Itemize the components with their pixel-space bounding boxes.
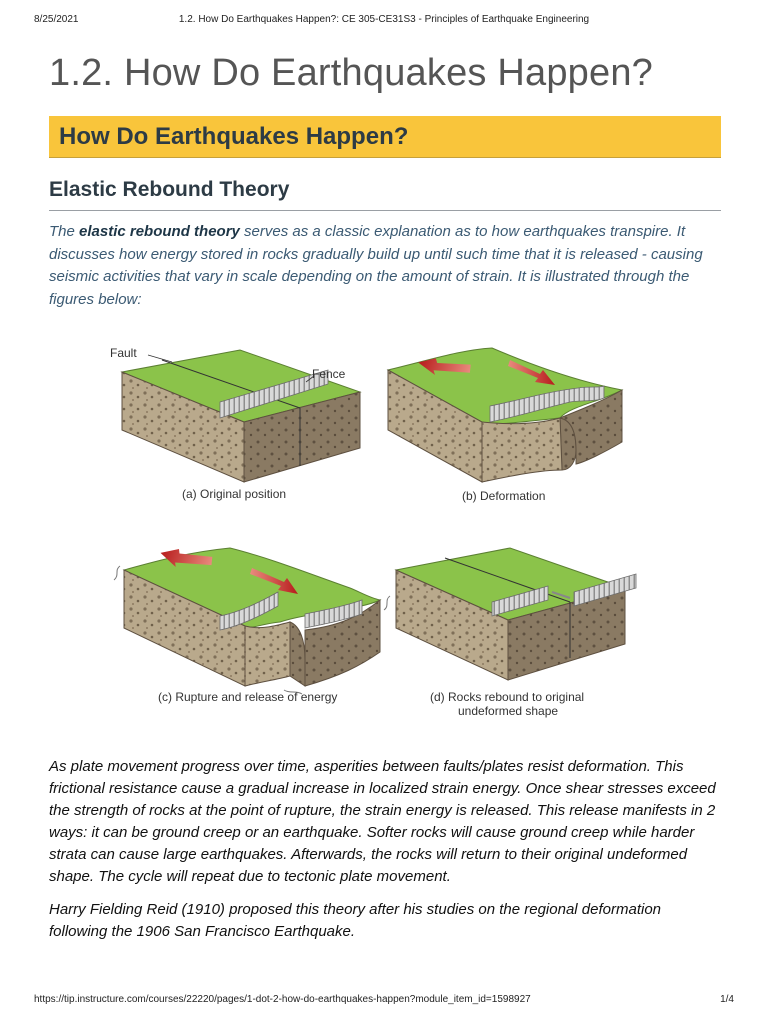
panel-d-rebound [396, 548, 636, 718]
print-page-title: 1.2. How Do Earthquakes Happen?: CE 305-CE31S3 - Principles of Earthquake Engineering [178, 14, 590, 25]
print-footer [0, 994, 768, 1008]
caption-a: (a) Original position [182, 487, 287, 501]
caption-d-line2: undeformed shape [458, 704, 559, 718]
elastic-rebound-figure [100, 330, 690, 730]
intro-paragraph [49, 221, 714, 311]
caption-d-line1: (d) Rocks rebound to original [430, 690, 585, 704]
page-title: 1.2. How Do Earthquakes Happen? [49, 52, 654, 94]
caption-b: (b) Deformation [462, 489, 546, 503]
banner-heading: How Do Earthquakes Happen? [59, 123, 409, 150]
body-paragraph-1: As plate movement progress over time, asperities between faults/plates resist deformation. This frictional resistance cause a gradual increase in localized strain energy. Once shear stresses exceed the strength of rocks at the point of rupture, the strain energy is released. This release manifests in 2 ways: it can be ground creep or an earthquake. Softer rocks will cause ground creep while harder strata can cause large earthquakes. Afterwards, the rocks will return to their original undeformed shape. The cycle will repeat due to tectonic plate movement. [49, 758, 716, 885]
print-url: https://tip.instructure.com/courses/22220/pages/1-dot-2-how-do-earthquakes-happen?module_item_id=1598927 [34, 994, 531, 1005]
banner [49, 116, 721, 158]
elastic-rebound-illustration [100, 330, 690, 730]
section-heading: Elastic Rebound Theory [49, 178, 290, 201]
print-page-number: 1/4 [720, 994, 734, 1005]
label-fault: Fault [110, 346, 137, 360]
intro-rest: serves as a classic explanation as to how earthquakes transpire. It discusses how energy stored in rocks gradually build up until such time that it is released - causing seismic activities that vary in scale depending on the amount of strain. It is illustrated through the figures below: [49, 223, 703, 308]
intro-term: elastic rebound theory [79, 223, 240, 240]
intro-lead: The [49, 223, 80, 240]
caption-c: (c) Rupture and release of energy [158, 690, 338, 704]
section-divider [49, 210, 721, 211]
panel-b-deformation [388, 347, 622, 503]
print-header [0, 14, 768, 28]
body-paragraph-2: Harry Fielding Reid (1910) proposed this theory after his studies on the regional deformation following the 1906 San Francisco Earthquake. [49, 901, 661, 940]
panel-c-rupture [114, 540, 390, 704]
label-fence: Fence [312, 367, 346, 381]
panel-a-original [110, 346, 360, 501]
panel-c-shake-lines [114, 566, 120, 580]
print-date: 8/25/2021 [34, 14, 79, 25]
